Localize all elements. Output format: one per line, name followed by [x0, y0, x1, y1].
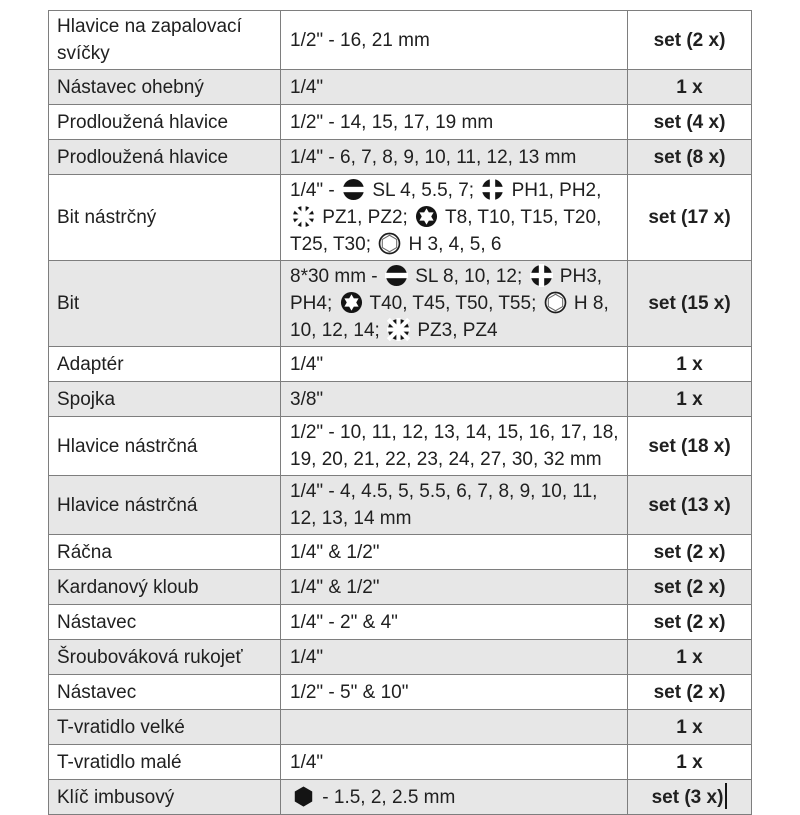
quantity-cell: [628, 675, 752, 710]
phillips-icon: [530, 264, 553, 287]
phillips-icon: [481, 178, 504, 201]
item-name-cell: Klíč imbusový: [49, 780, 281, 815]
quantity-cell: [628, 745, 752, 780]
specification-cell: [281, 417, 628, 476]
specification-cell: [281, 675, 628, 710]
quantity-value: set (2 x): [653, 576, 726, 598]
quantity-value: 1 x: [676, 716, 703, 738]
quantity-value: set (2 x): [653, 681, 726, 703]
table-row: [49, 347, 752, 382]
spec-text: PZ1, PZ2;: [317, 207, 414, 228]
hex-outline-icon: [544, 291, 567, 314]
quantity-cell: [628, 780, 752, 815]
quantity-value: 1 x: [676, 751, 703, 773]
spec-text: H 8, 10, 12, 14;: [290, 293, 609, 341]
specification-cell: [281, 347, 628, 382]
table-row: [49, 140, 752, 175]
spec-text: SL 8, 10, 12;: [409, 266, 528, 287]
item-name-cell: Spojka: [49, 382, 281, 417]
item-name-cell: Hlavice na zapalovací svíčky: [49, 11, 281, 70]
spec-text: 1/2" - 16, 21 mm: [290, 29, 430, 51]
item-name-cell: Prodloužená hlavice: [49, 140, 281, 175]
spec-text: 1/2" - 14, 15, 17, 19 mm: [290, 111, 494, 133]
table-row: [49, 105, 752, 140]
torx-icon: [415, 205, 438, 228]
table-row: [49, 570, 752, 605]
quantity-value: 1 x: [676, 646, 703, 668]
item-name-cell: Bit: [49, 261, 281, 347]
item-name-cell: T-vratidlo velké: [49, 710, 281, 745]
table-row: [49, 11, 752, 70]
quantity-cell: [628, 261, 752, 347]
quantity-cell: [628, 347, 752, 382]
table-row: [49, 675, 752, 710]
specification-cell: [281, 382, 628, 417]
specification-cell: [281, 780, 628, 815]
quantity-cell: [628, 140, 752, 175]
quantity-cell: [628, 175, 752, 261]
table-row: [49, 70, 752, 105]
quantity-cell: [628, 640, 752, 675]
text-cursor: [725, 783, 727, 809]
spec-text: SL 4, 5.5, 7;: [367, 180, 480, 201]
spec-text: PH1, PH2,: [506, 180, 602, 201]
quantity-value: set (17 x): [648, 207, 731, 228]
specification-cell: [281, 535, 628, 570]
item-name-cell: Kardanový kloub: [49, 570, 281, 605]
spec-text: 1/4": [290, 76, 324, 98]
quantity-value: set (13 x): [648, 494, 731, 516]
spec-text: 1/4": [290, 353, 324, 375]
table-row: [49, 476, 752, 535]
specification-cell: [281, 261, 628, 347]
specification-cell: [281, 570, 628, 605]
table-row: [49, 710, 752, 745]
table-row: [49, 780, 752, 815]
spec-text: 8*30 mm -: [290, 266, 383, 287]
specification-cell: [281, 476, 628, 535]
item-name-cell: Adaptér: [49, 347, 281, 382]
spec-text: T40, T45, T50, T55;: [364, 293, 542, 314]
slotted-icon: [342, 178, 365, 201]
tool-table: [48, 10, 752, 815]
hex-solid-icon: [292, 785, 315, 808]
quantity-cell: [628, 535, 752, 570]
spec-text: T8, T10, T15, T20, T25, T30;: [290, 207, 602, 255]
quantity-cell: [628, 70, 752, 105]
hex-outline-icon: [378, 232, 401, 255]
quantity-cell: [628, 570, 752, 605]
table-row: [49, 261, 752, 347]
item-name-cell: T-vratidlo malé: [49, 745, 281, 780]
table-row: [49, 745, 752, 780]
quantity-value: 1 x: [676, 388, 703, 410]
item-name-cell: Nástavec: [49, 675, 281, 710]
quantity-cell: [628, 11, 752, 70]
quantity-value: set (2 x): [653, 29, 726, 51]
table-row: [49, 382, 752, 417]
tool-table-body: [49, 11, 752, 815]
spec-text: 1/4" - 6, 7, 8, 9, 10, 11, 12, 13 mm: [290, 146, 577, 168]
quantity-value: set (3 x): [651, 787, 724, 808]
spec-text: 3/8": [290, 388, 324, 410]
quantity-value: set (18 x): [648, 435, 731, 457]
item-name-cell: Hlavice nástrčná: [49, 417, 281, 476]
quantity-value: set (15 x): [648, 293, 731, 314]
table-row: [49, 417, 752, 476]
spec-text: 1/2" - 10, 11, 12, 13, 14, 15, 16, 17, 18, 19, 20, 21, 22, 23, 24, 27, 30, 32 mm: [290, 422, 619, 470]
quantity-cell: [628, 605, 752, 640]
quantity-value: set (2 x): [653, 611, 726, 633]
quantity-cell: [628, 710, 752, 745]
specification-cell: [281, 140, 628, 175]
spec-text: PH3, PH4;: [290, 266, 603, 314]
quantity-cell: [628, 417, 752, 476]
item-name-cell: Hlavice nástrčná: [49, 476, 281, 535]
item-name-cell: Nástavec: [49, 605, 281, 640]
spec-text: - 1.5, 2, 2.5 mm: [317, 786, 456, 808]
specification-cell: [281, 745, 628, 780]
item-name-cell: Šroubováková rukojeť: [49, 640, 281, 675]
table-row: [49, 605, 752, 640]
item-name-cell: Nástavec ohebný: [49, 70, 281, 105]
item-name-cell: Prodloužená hlavice: [49, 105, 281, 140]
spec-text: 1/2" - 5" & 10": [290, 681, 409, 703]
spec-text: 1/4" & 1/2": [290, 541, 380, 563]
item-name-cell: Bit nástrčný: [49, 175, 281, 261]
specification-cell: [281, 70, 628, 105]
slotted-icon: [385, 264, 408, 287]
item-name-cell: Ráčna: [49, 535, 281, 570]
quantity-value: 1 x: [676, 353, 703, 375]
quantity-cell: [628, 105, 752, 140]
spec-text: 1/4": [290, 646, 324, 668]
spec-text: 1/4" & 1/2": [290, 576, 380, 598]
pozidriv-icon: [292, 205, 315, 228]
specification-cell: [281, 175, 628, 261]
specification-cell: [281, 605, 628, 640]
quantity-cell: [628, 382, 752, 417]
spec-text: 1/4" - 2" & 4": [290, 611, 398, 633]
spec-text: 1/4" - 4, 4.5, 5, 5.5, 6, 7, 8, 9, 10, 11, 12, 13, 14 mm: [290, 481, 598, 529]
quantity-value: set (2 x): [653, 541, 726, 563]
tool-set-contents: [48, 10, 751, 815]
spec-text: PZ3, PZ4: [412, 320, 498, 341]
torx-icon: [340, 291, 363, 314]
quantity-value: set (4 x): [653, 111, 726, 133]
quantity-value: 1 x: [676, 76, 703, 98]
spec-text: H 3, 4, 5, 6: [403, 234, 502, 255]
table-row: [49, 535, 752, 570]
specification-cell: [281, 105, 628, 140]
table-row: [49, 175, 752, 261]
specification-cell: [281, 710, 628, 745]
quantity-value: set (8 x): [653, 146, 726, 168]
specification-cell: [281, 11, 628, 70]
pozidriv-icon: [387, 318, 410, 341]
specification-cell: [281, 640, 628, 675]
table-row: [49, 640, 752, 675]
spec-text: 1/4": [290, 751, 324, 773]
spec-text: 1/4" -: [290, 180, 341, 201]
quantity-cell: [628, 476, 752, 535]
